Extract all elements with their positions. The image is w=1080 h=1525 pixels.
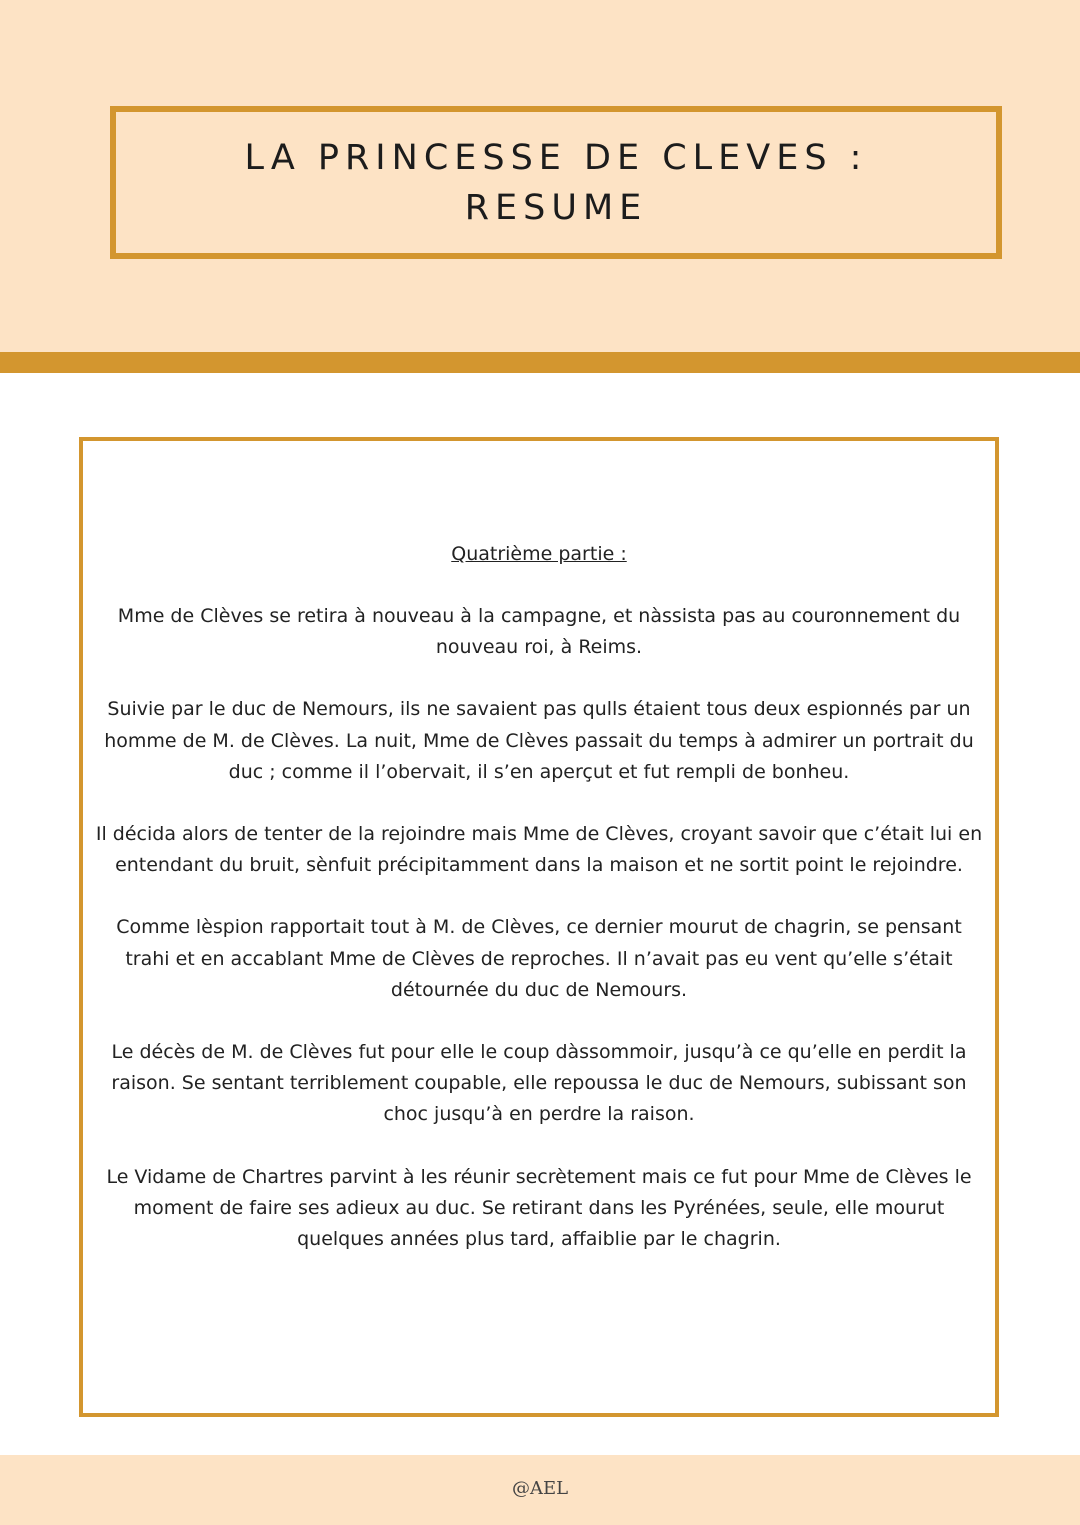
header-divider-stripe bbox=[0, 352, 1080, 373]
footer-credit: @AEL bbox=[511, 1478, 569, 1499]
summary-paragraph: Le décès de M. de Clèves fut pour elle le coup dàssommoir, jusqu’à ce qu’elle en perdit la raison. Se sentant terriblement coupable, elle repoussa le duc de Nemours, subissant son choc jusqu’à en perdre la raison. bbox=[111, 1041, 967, 1126]
summary-box bbox=[79, 437, 999, 1417]
summary-paragraph: Il décida alors de tenter de la rejoindre mais Mme de Clèves, croyant savoir que c’était lui en entendant du bruit, sènfuit précipitamment dans la maison et ne sortit point le rejoindre. bbox=[95, 823, 983, 877]
summary-text bbox=[95, 601, 983, 1286]
summary-paragraph: Le Vidame de Chartres parvint à les réunir secrètement mais ce fut pour Mme de Clèves le moment de faire ses adieux au duc. Se retirant dans les Pyrénées, seule, elle mourut quelques années plus tard, affaiblie par le chagrin. bbox=[106, 1165, 972, 1251]
title-box bbox=[110, 106, 1002, 259]
page-title-line-1: LA PRINCESSE DE CLEVES : bbox=[244, 137, 868, 178]
page-title-line-2: RESUME bbox=[464, 187, 648, 228]
section-heading: Quatrième partie : bbox=[451, 543, 627, 565]
summary-paragraph: Comme lèspion rapportait tout à M. de Clèves, ce dernier mourut de chagrin, se pensant trahi et en accablant Mme de Clèves de reproches. Il n’avait pas eu vent qu’elle s’était détournée du duc de Nemours. bbox=[116, 916, 962, 1001]
summary-paragraph: Suivie par le duc de Nemours, ils ne savaient pas qulls étaient tous deux espionnés par un homme de M. de Clèves. La nuit, Mme de Clèves passait du temps à admirer un portrait du duc ; comme il l’obervait, il s’en aperçut et fut rempli de bonheu. bbox=[104, 698, 974, 783]
summary-paragraph: Mme de Clèves se retira à nouveau à la campagne, et nàssista pas au couronnement du nouveau roi, à Reims. bbox=[117, 605, 961, 659]
page-title bbox=[245, 133, 868, 233]
